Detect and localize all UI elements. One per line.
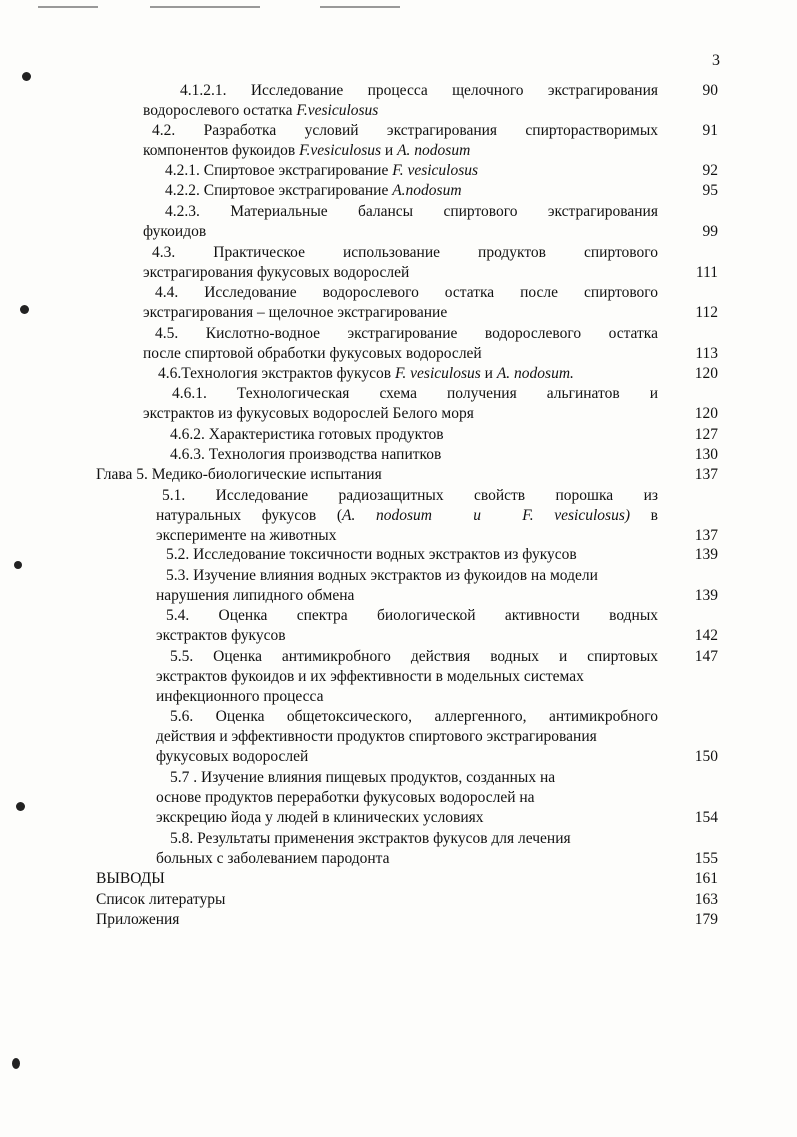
toc-page-4-3: 111 [695,264,718,281]
toc-entry-4-2: 4.2. Разработка условий экстрагирования спирторастворимых [152,122,658,139]
page-number: 3 [712,52,720,69]
toc-entry-5-7: 5.7 . Изучение влияния пищевых продуктов, созданных на [170,769,556,786]
toc-entry-5-6: 5.6. Оценка общетоксического, аллергенного, антимикробного [170,708,658,725]
toc-entry-4-2-3: 4.2.3. Материальные балансы спиртового экстрагирования [165,203,658,220]
toc-page-5-2: 139 [694,546,718,563]
scan-speck [16,802,25,811]
toc-page-4-6-2: 127 [694,426,718,443]
toc-entry-4-6-1-cont: экстрактов из фукусовых водорослей Белого моря [143,405,474,422]
toc-entry-4-6-1: 4.6.1. Технологическая схема получения альгинатов и [172,385,658,402]
toc-page-4-2-2: 95 [702,182,718,199]
toc-entry-5-5-cont: экстрактов фукоидов и их эффективности в модельных системах [156,668,584,685]
toc-entry-5-6-cont: действия и эффективности продуктов спиртового экстрагирования [156,728,597,745]
toc-entry-5-1: 5.1. Исследование радиозащитных свойств порошка из [162,487,658,504]
toc-page-4-5: 113 [695,345,718,362]
toc-entry-5-2: 5.2. Исследование токсичности водных экстрактов из фукусов [166,546,577,563]
toc-entry-5-1-cont: натуральных фукусов (A. nodosum и F. vesiculosus) в [156,507,658,524]
toc-entry-4-4: 4.4. Исследование водорослевого остатка после спиртового [155,284,658,301]
toc-page-4-2: 91 [702,122,718,139]
toc-page-4-6-1: 120 [694,405,718,422]
toc-page-5-7: 154 [694,809,718,826]
toc-entry-5-3-cont: нарушения липидного обмена [156,587,355,604]
toc-chapter-5: Глава 5. Медико-биологические испытания [96,466,382,483]
toc-entry-4-6-2: 4.6.2. Характеристика готовых продуктов [170,426,444,443]
toc-entry-5-4-cont: экстрактов фукусов [156,627,286,644]
toc-page-chapter-5: 137 [694,466,718,483]
toc-entry-4-3-cont: экстрагирования фукусовых водорослей [143,264,410,281]
toc-page-5-1: 137 [694,527,718,544]
toc-page-4-2-1: 92 [702,162,718,179]
toc-entry-4-5-cont: после спиртовой обработки фукусовых водорослей [143,345,482,362]
toc-page-5-8: 155 [694,850,718,867]
toc-page-4-1-2-1: 90 [702,82,718,99]
toc-entry-4-4-cont: экстрагирования – щелочное экстрагирование [143,304,448,321]
toc-entry-5-5-cont2: инфекционного процесса [156,688,324,705]
toc-entry-5-8-cont: больных с заболеванием пародонта [156,850,390,867]
toc-entry-4-2-1: 4.2.1. Спиртовое экстрагирование F. vesiculosus [165,162,479,179]
scan-artifact [150,6,260,8]
toc-entry-4-6: 4.6.Технология экстрактов фукусов F. vesiculosus и A. nodosum. [158,365,574,382]
toc-entry-5-4: 5.4. Оценка спектра биологической активности водных [166,607,658,624]
toc-page-5-6: 150 [694,748,718,765]
toc-references: Список литературы [96,891,226,908]
toc-page-5-4: 142 [694,627,718,644]
toc-page-5-5: 147 [694,648,718,665]
toc-page-4-6: 120 [694,365,718,382]
toc-entry-5-7-cont: основе продуктов переработки фукусовых водорослей на [156,789,535,806]
toc-entry-5-1-cont2: эксперименте на животных [156,527,337,544]
toc-entry-4-6-3: 4.6.3. Технология производства напитков [170,446,442,463]
toc-page-4-2-3: 99 [702,223,718,240]
toc-entry-4-3: 4.3. Практическое использование продуктов спиртового [152,244,658,261]
toc-entry-4-2-cont: компонентов фукоидов F.vesiculosus и A. nodosum [143,142,471,159]
scan-speck [22,72,31,81]
toc-entry-4-1-2-1: 4.1.2.1. Исследование процесса щелочного экстрагирования [180,82,658,99]
toc-entry-5-7-cont2: экскрецию йода у людей в клинических условиях [156,809,484,826]
toc-appendices: Приложения [96,911,180,928]
toc-page-references: 163 [694,891,718,908]
toc-entry-4-2-3-cont: фукоидов [143,223,207,240]
scan-speck [20,305,29,314]
scan-artifact [320,6,400,8]
toc-entry-5-5: 5.5. Оценка антимикробного действия водных и спиртовых [170,648,658,665]
toc-page-4-6-3: 130 [694,446,718,463]
toc-entry-4-2-2: 4.2.2. Спиртовое экстрагирование A.nodosum [165,182,462,199]
toc-conclusions: ВЫВОДЫ [96,870,165,887]
toc-entry-5-8: 5.8. Результаты применения экстрактов фукусов для лечения [170,830,571,847]
toc-entry-5-3: 5.3. Изучение влияния водных экстрактов из фукоидов на модели [166,567,598,584]
toc-page-appendices: 179 [694,911,718,928]
toc-page-4-4: 112 [695,304,718,321]
toc-entry-4-5: 4.5. Кислотно-водное экстрагирование водорослевого остатка [155,325,658,342]
toc-page-5-3: 139 [694,587,718,604]
scan-speck [14,561,22,569]
toc-entry-4-1-2-1-cont: водорослевого остатка F.vesiculosus [143,102,379,119]
toc-page-conclusions: 161 [694,870,718,887]
toc-entry-5-6-cont2: фукусовых водорослей [156,748,309,765]
scan-artifact [38,6,98,8]
scan-speck [12,1058,20,1069]
